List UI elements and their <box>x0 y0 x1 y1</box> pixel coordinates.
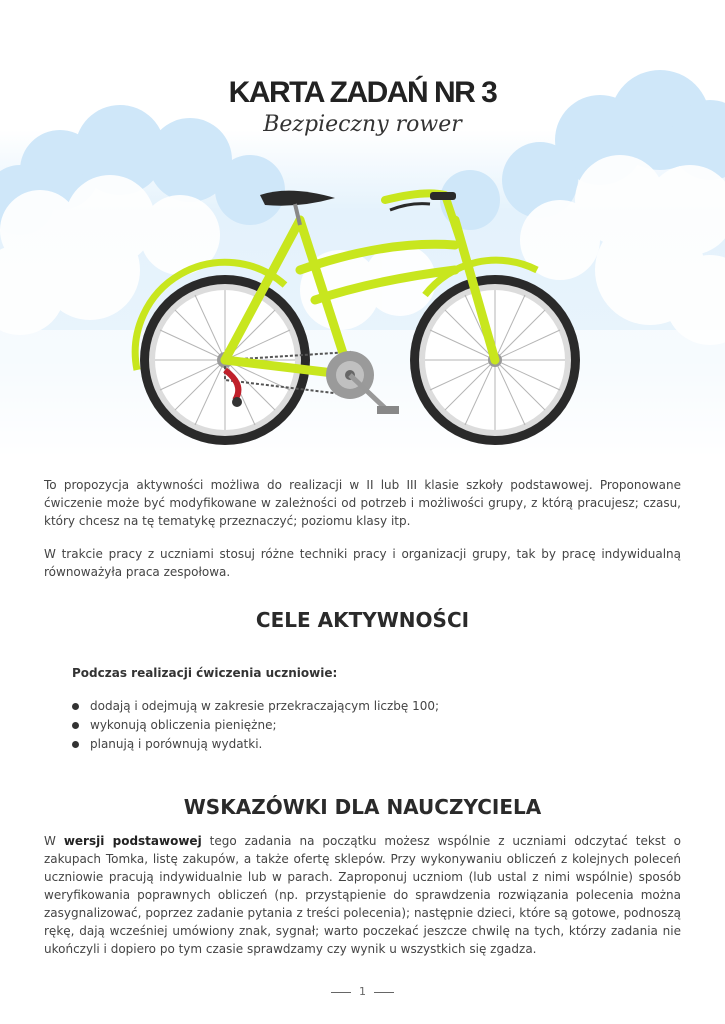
footer-rule-left <box>331 992 351 993</box>
page-subtitle: Bezpieczny rower <box>263 112 462 137</box>
intro-paragraph: To propozycja aktywności możliwa do realizacji w II lub III klasie szkoły podstawowej. Proponowane ćwiczenie może być modyfikowane w zależności od potrzeb i możliwości grupy, z którą pracujesz; czasu, który chcesz na tę tematykę przeznaczyć; poziomu klasy itp. <box>44 478 681 528</box>
tips-text-rest: tego zadania na początku możesz wspólnie z uczniami odczytać tekst o zakupach Tomka, listę zakupów, a także ofertę sklepów. Przy wykonywaniu obliczeń z kolejnych poleceń uczniowie pracują indywidualnie lub w parach. Zaproponuj uczniom (lub ustal z nimi wspólnie) sposób weryfikowania poprawnych obliczeń (np. przystąpienie do sprawdzenia rozwiązania polecenia można zasygnalizować, poprzez zadanie pytania z treści polecenia); następnie dzieci, które są gotowe, podnoszą rękę, dają wcześniej umówiony znak, sygnał; warto poczekać jeszcze chwilę na tych, którzy zadania nie ukończyli i dopiero po tym czasie sprawdzamy czy wynik u wszystkich się zgadza. <box>44 834 682 956</box>
goals-list <box>72 697 439 754</box>
goal-item: dodają i odejmują w zakresie przekraczającym liczbę 100; <box>72 697 439 716</box>
goal-item: planują i porównują wydatki. <box>72 735 439 754</box>
tips-text-start: W <box>44 834 64 848</box>
page-footer <box>0 985 725 998</box>
tips-bold-phrase: wersji podstawowej <box>63 834 202 848</box>
section-heading-goals: CELE AKTYWNOŚCI <box>255 608 470 632</box>
section-heading-tips: WSKAZÓWKI DLA NAUCZYCIELA <box>183 795 542 819</box>
page-number: 1 <box>359 985 366 998</box>
goals-lead: Podczas realizacji ćwiczenia uczniowie: <box>72 666 338 680</box>
intro-paragraph-2: W trakcie pracy z uczniami stosuj różne techniki pracy i organizacji grupy, tak by pracę indywidualną równoważyła praca zespołowa. <box>44 547 681 579</box>
bicycle-illustration <box>125 180 595 450</box>
tips-paragraph <box>44 832 681 958</box>
page-title: KARTA ZADAŃ NR 3 <box>228 76 497 109</box>
goal-item: wykonują obliczenia pieniężne; <box>72 716 439 735</box>
footer-rule-right <box>374 992 394 993</box>
